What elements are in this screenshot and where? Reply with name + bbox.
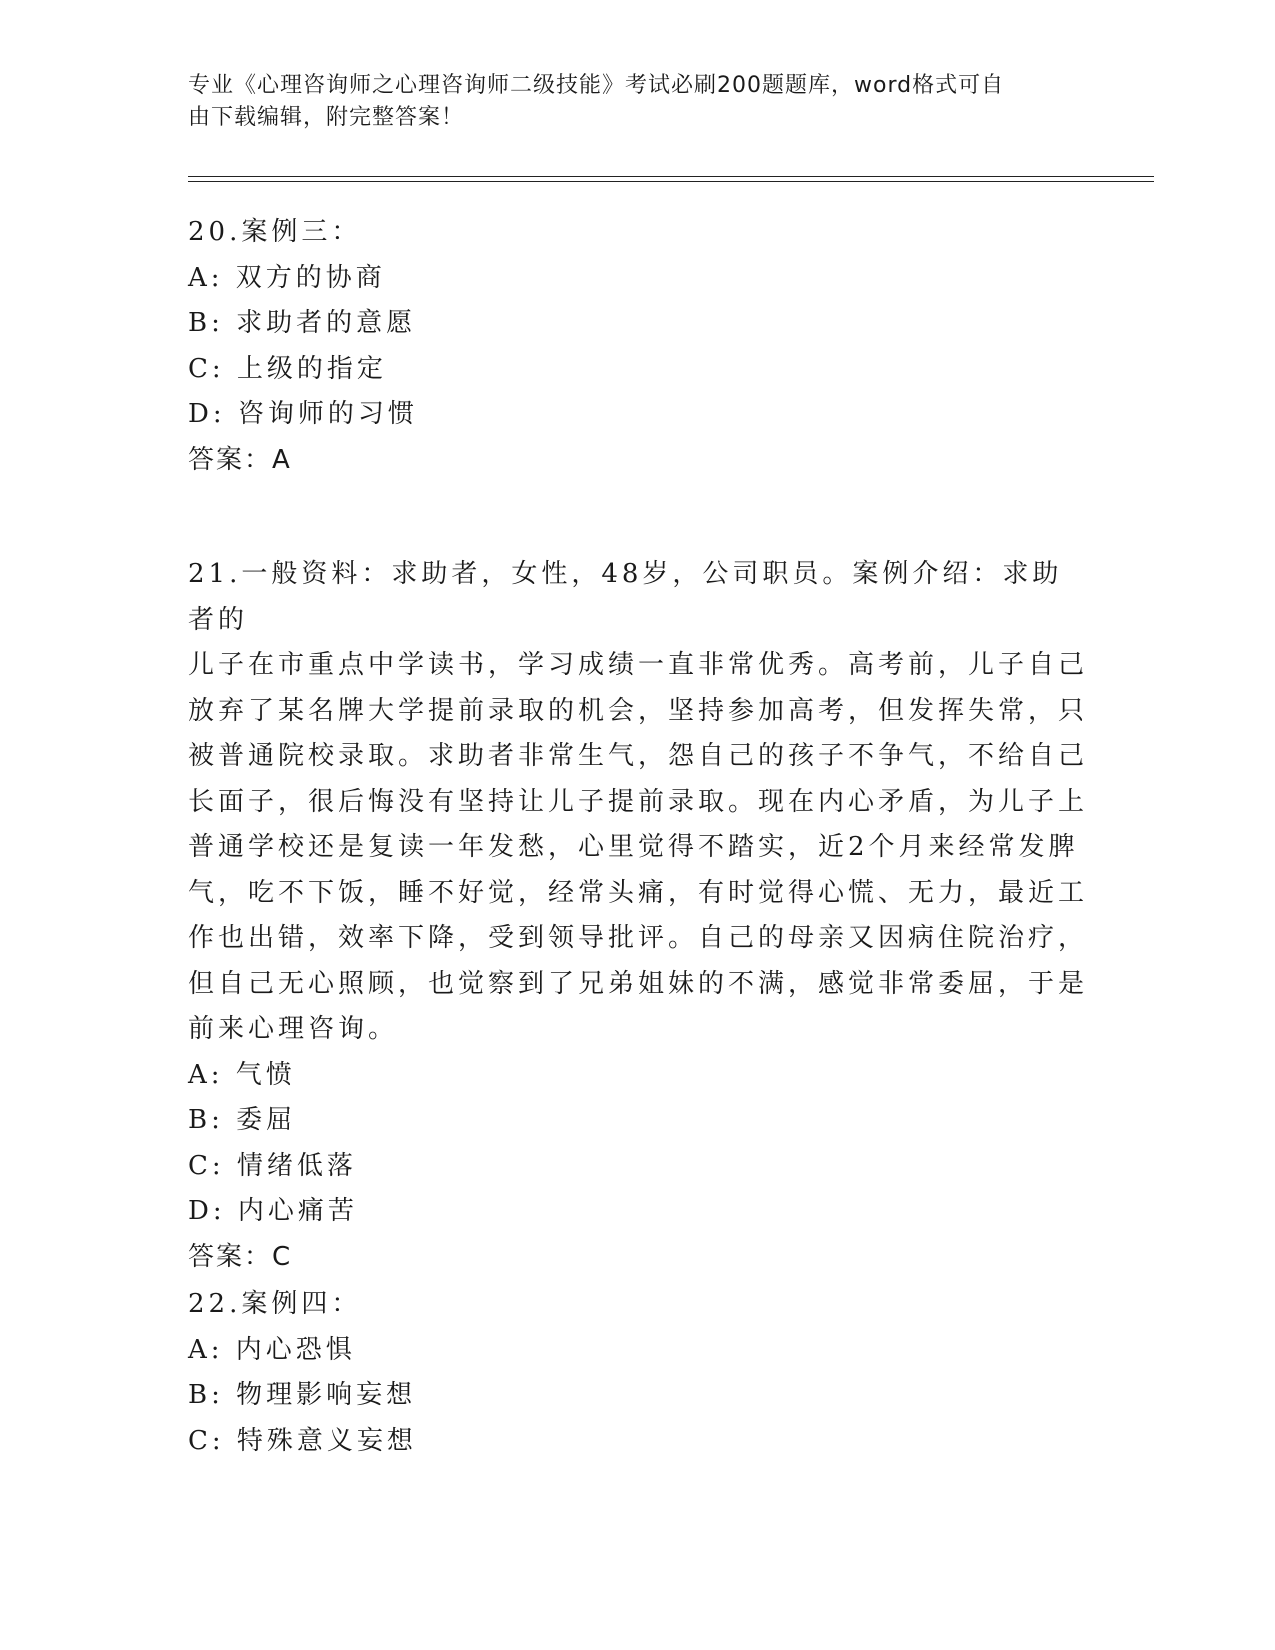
header-line-2: 由下载编辑，附完整答案！ — [188, 105, 465, 130]
question-stem-line: 但自己无心照顾，也觉察到了兄弟姐妹的不满，感觉非常委屈，于是 — [188, 968, 1089, 999]
header-divider-top — [188, 176, 1154, 177]
question-22 — [188, 1282, 1088, 1464]
header-line-1: 专业《心理咨询师之心理咨询师二级技能》考试必刷200题题库，word格式可自 — [188, 73, 1005, 98]
question-21 — [188, 552, 1088, 1280]
question-stem-line: 21.一般资料：求助者，女性，48岁，公司职员。案例介绍：求助者的 — [188, 559, 1063, 635]
question-stem-line: 气，吃不下饭，睡不好觉，经常头痛，有时觉得心慌、无力，最近工 — [188, 877, 1089, 908]
question-stem: 20.案例三： — [188, 217, 362, 247]
answer-line: 答案：C — [188, 1241, 293, 1272]
option-a: A: 气愤 — [188, 1059, 296, 1090]
option-a: A: 内心恐惧 — [188, 1334, 356, 1365]
option-b: B: 物理影响妄想 — [188, 1380, 417, 1410]
header-divider-bottom — [188, 181, 1154, 182]
answer-line: 答案：A — [188, 444, 292, 475]
option-b: B: 求助者的意愿 — [188, 308, 417, 338]
option-c: C: 情绪低落 — [188, 1150, 357, 1181]
question-stem-line: 作也出错，效率下降，受到领导批评。自己的母亲又因病住院治疗， — [188, 923, 1089, 953]
option-a: A: 双方的协商 — [188, 262, 386, 293]
question-stem-line: 长面子，很后悔没有坚持让儿子提前录取。现在内心矛盾，为儿子上 — [188, 786, 1089, 817]
question-stem-line: 被普通院校录取。求助者非常生气，怨自己的孩子不争气，不给自己 — [188, 741, 1089, 771]
option-b: B: 委屈 — [188, 1105, 297, 1135]
question-stem-line: 放弃了某名牌大学提前录取的机会，坚持参加高考，但发挥失常，只 — [188, 695, 1089, 726]
question-stem: 22.案例四： — [188, 1289, 362, 1319]
option-d: D: 咨询师的习惯 — [188, 399, 418, 429]
question-20 — [188, 210, 1088, 483]
document-header — [188, 70, 1068, 134]
option-d: D: 内心痛苦 — [188, 1196, 358, 1226]
question-stem-line: 前来心理咨询。 — [188, 1014, 399, 1044]
question-stem-line: 普通学校还是复读一年发愁，心里觉得不踏实，近2个月来经常发脾 — [188, 832, 1079, 862]
question-stem-line: 儿子在市重点中学读书，学习成绩一直非常优秀。高考前，儿子自己 — [188, 650, 1089, 680]
option-c: C: 上级的指定 — [188, 353, 387, 384]
option-c: C: 特殊意义妄想 — [188, 1425, 417, 1456]
